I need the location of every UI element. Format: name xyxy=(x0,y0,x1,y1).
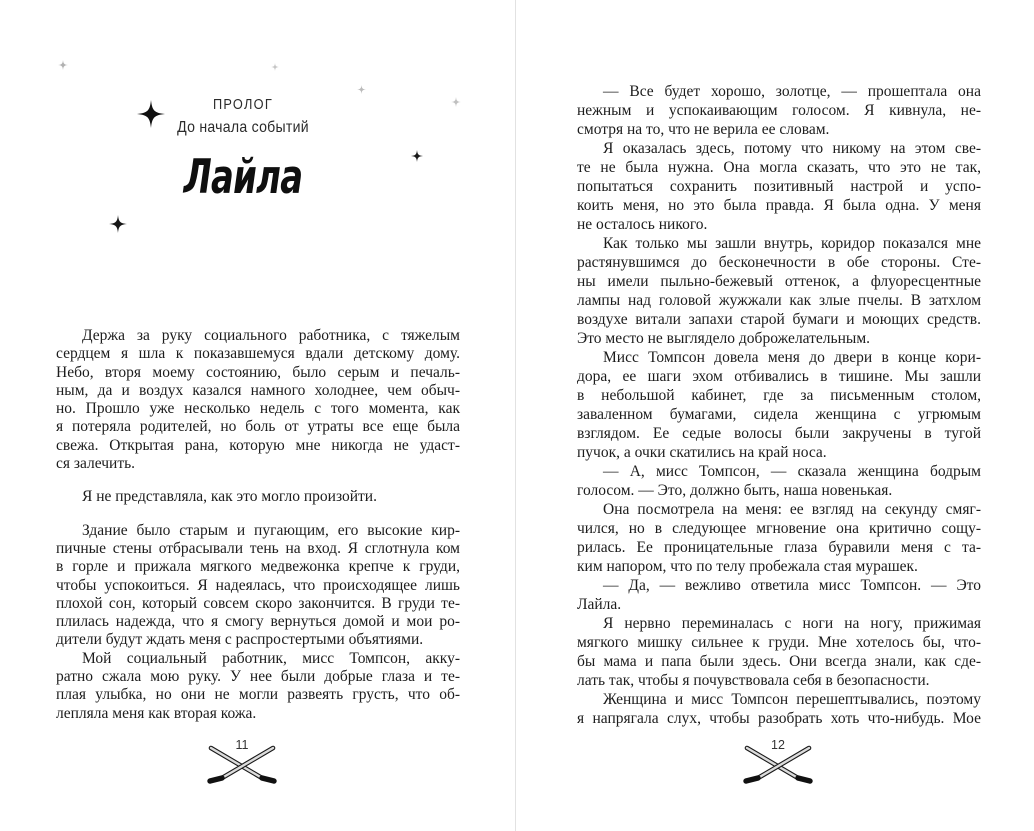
text-line: пичные стены отбрасывали тень на вход. Я сглотнула ком xyxy=(56,539,460,557)
text-line: чтобы успокоиться. Я надеялась, что происходящее лишь xyxy=(56,576,460,594)
sparkle-icon xyxy=(58,60,68,70)
sparkle-icon xyxy=(451,97,461,107)
page-number: 12 xyxy=(771,738,785,752)
text-line: в небольшой кабинет, где за письменным столом, xyxy=(577,387,981,404)
page-number: 11 xyxy=(235,738,249,752)
text-line: коить меня, но это была правда. Я была одна. У меня xyxy=(577,197,981,214)
paragraph xyxy=(577,234,981,348)
text-line: Держа за руку социального работника, с тяжелым xyxy=(82,327,460,344)
paragraph xyxy=(577,690,981,728)
text-line: не осталось никого. xyxy=(577,216,708,233)
text-line: Мой социальный работник, мисс Томпсон, акку- xyxy=(82,649,460,667)
text-line: Лайла. xyxy=(577,596,622,613)
text-line: пучок, а очки скатились на край носа. xyxy=(577,444,827,461)
page-number-ornament-right xyxy=(738,738,818,786)
text-line: те не была нужна. Она могла сказать, что это не так, xyxy=(577,159,981,176)
paragraph xyxy=(56,650,460,723)
page-number-ornament-left xyxy=(202,738,282,786)
text-line: я потеряла родителей, но боль от утраты все еще была xyxy=(56,418,460,436)
paragraph xyxy=(56,522,460,650)
paragraph xyxy=(577,614,981,690)
text-line: смотря на то, что не верила ее словам. xyxy=(577,121,830,138)
chapter-kicker: ПРОЛОГ xyxy=(212,96,274,113)
text-line: сердцем я шла к показавшемуся вдали детскому дому. xyxy=(56,345,460,363)
paragraph xyxy=(577,576,981,614)
text-line: дители будут ждать меня с распростертыми объятиями. xyxy=(56,631,424,649)
text-line: — Все будет хорошо, золотце, — прошептала она xyxy=(603,83,981,100)
text-line: плая улыбка, но они не могли развеять грусть, что об- xyxy=(56,686,460,704)
text-line: бы мама и папа были здесь. Они всегда знали, как сде- xyxy=(577,653,981,670)
paragraph xyxy=(577,500,981,576)
text-line: Небо, вторя моему состоянию, было серым и печаль- xyxy=(56,363,460,381)
text-line: я напрягала слух, чтобы разобрать хоть что-нибудь. Мое xyxy=(577,710,981,727)
text-line: дора, ее шаги эхом отбивались в тишине. Мы зашли xyxy=(577,368,981,385)
chapter-title: Лайла xyxy=(183,150,303,205)
text-line: ны имели пыльно-бежевый оттенок, а флуоресцентные xyxy=(577,273,981,290)
text-line: Я не представляла, как это могло произойти. xyxy=(82,488,377,506)
text-line: лать так, чтобы я почувствовала себя в безопасности. xyxy=(577,672,930,689)
sparkle-icon xyxy=(271,63,279,71)
page-divider xyxy=(515,0,516,831)
text-line: — Да, — вежливо ответила мисс Томпсон. — Это xyxy=(603,577,981,594)
paragraph xyxy=(577,82,981,139)
text-line: Я оказалась здесь, потому что никому на этом све- xyxy=(603,140,981,157)
text-line: ся залечить. xyxy=(56,455,136,473)
text-line: Я нервно переминалась с ноги на ногу, прижимая xyxy=(603,615,981,632)
sparkle-icon xyxy=(357,85,366,94)
text-line: заваленном бумагами, сидела женщина с угрюмым xyxy=(577,406,981,423)
text-line: но. Прошло уже несколько недель с того момента, как xyxy=(56,400,460,418)
text-line: ным, да и воздух казался намного холоднее, чем обыч- xyxy=(56,381,460,399)
text-line: голосом. — Это, должно быть, наша новенькая. xyxy=(577,482,893,499)
text-line: воздухе витали запахи старой бумаги и моющих средств. xyxy=(577,311,981,328)
text-line: Это место не выглядело доброжелательным. xyxy=(577,330,871,347)
text-line: Мисс Томпсон довела меня до двери в конце кори- xyxy=(603,349,981,366)
text-line: ратно сжала мою руку. У нее были добрые глаза и те- xyxy=(56,668,460,686)
text-line: чился, но в следующее мгновение она критично сощу- xyxy=(577,520,981,537)
text-line: Она посмотрела на меня: ее взгляд на секунду смяг- xyxy=(603,501,981,518)
chapter-subtitle: До начала событий xyxy=(177,119,309,136)
text-line: Здание было старым и пугающим, его высокие кир- xyxy=(82,521,460,539)
text-line: рилась. Ее проницательные глаза буравили меня с та- xyxy=(577,539,981,556)
text-line: свежа. Открытая рана, которую мне никогда не удаст- xyxy=(56,436,460,454)
page-text-right xyxy=(577,82,981,728)
text-line: — А, мисс Томпсон, — сказала женщина бодрым xyxy=(603,463,981,480)
paragraph xyxy=(56,327,460,473)
text-line: нежным и успокаивающим голосом. Я кивнула, не- xyxy=(577,102,981,119)
text-line: плилась надежда, что я смогу вернуться домой и мои ро- xyxy=(56,613,460,631)
text-line: лепляла меня как вторая кожа. xyxy=(56,704,257,722)
paragraph xyxy=(577,139,981,234)
sparkle-icon xyxy=(109,215,127,233)
text-line: ким напором, что по телу пробежала стая мурашек. xyxy=(577,558,918,575)
sparkle-icon xyxy=(411,150,423,162)
paragraph xyxy=(577,348,981,462)
paragraph xyxy=(56,488,460,506)
text-line: растянувшимся до бесконечности в обе стороны. Сте- xyxy=(577,254,981,271)
text-line: попытаться сохранить позитивный настрой и успо- xyxy=(577,178,981,195)
text-line: Женщина и мисс Томпсон перешептывались, поэтому xyxy=(603,691,981,708)
text-line: в горле и прижала мягкого медвежонка крепче к груди, xyxy=(56,558,460,576)
text-line: Как только мы зашли внутрь, коридор показался мне xyxy=(603,235,981,252)
paragraph xyxy=(577,462,981,500)
text-line: плохой сон, который совсем скоро закончится. В груди те- xyxy=(56,594,460,612)
text-line: лампы над головой жужжали как злые пчелы. В затхлом xyxy=(577,292,981,309)
page-text-left xyxy=(56,327,460,723)
text-line: взглядом. Ее седые волосы были закручены в тугой xyxy=(577,425,981,442)
text-line: мягкого мишку сильнее к груди. Мне хотелось бы, что- xyxy=(577,634,981,651)
